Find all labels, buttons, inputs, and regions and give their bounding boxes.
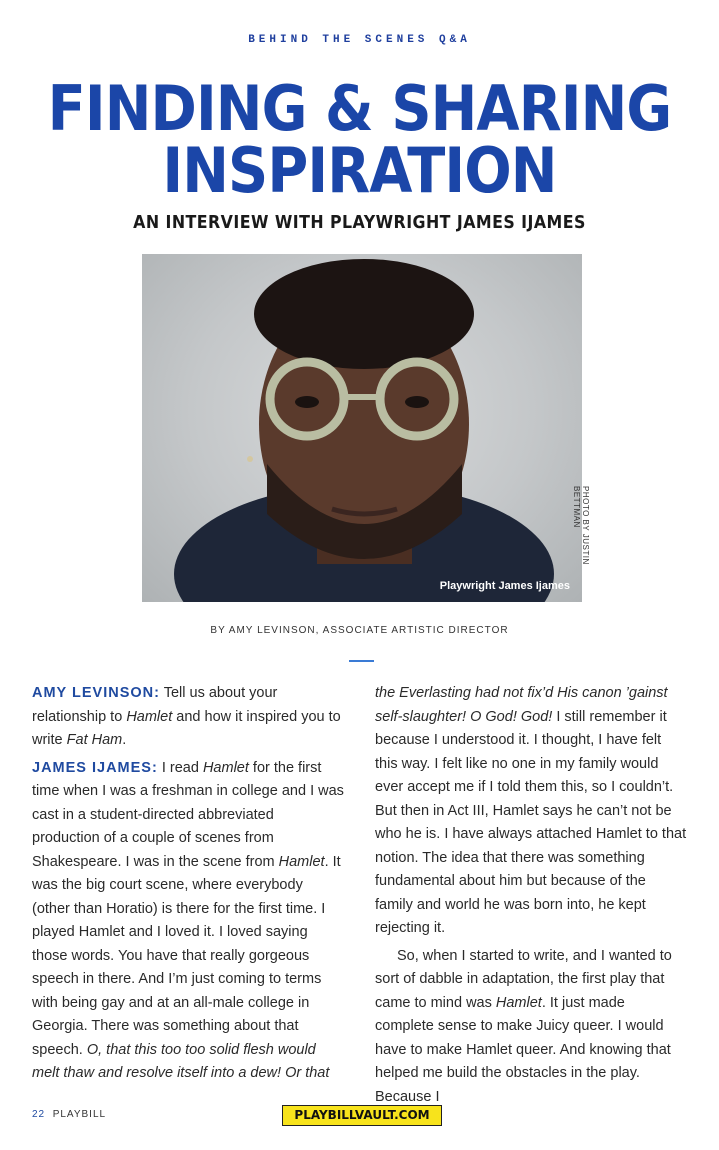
page-number: 22: [32, 1109, 46, 1120]
answer-text: I still remember it because I understood it. I thought, I have felt this way. I felt like no one in my family would ever accept me if I told them this, so I couldn’t. But then in Act III, Hamlet says he can’t not be who he is. I have always attached Hamlet to that notion. The idea that there was something fundamental about him but because of the family and world he was born into, he kept rejecting it.: [375, 708, 687, 936]
page-folio: [32, 1109, 106, 1120]
headline: [36, 72, 683, 207]
subheadline: AN INTERVIEW WITH PLAYWRIGHT JAMES IJAMES: [133, 212, 586, 233]
title-hamlet: Hamlet: [202, 759, 249, 776]
question-text: Tell us about your relationship to: [32, 685, 278, 725]
question-text: .: [122, 732, 127, 748]
answer-text: So, when I started to write, and I wanted to sort of dabble in adaptation, the first play that came to mind was: [375, 947, 672, 1011]
answer-paragraph-2: [375, 945, 687, 1110]
question-text: and how it inspired you to write: [32, 708, 341, 748]
title-fat-ham: Fat Ham: [66, 732, 123, 748]
quote-text: O, that this too too solid flesh would melt thaw and resolve itself into a dew! Or that: [32, 1041, 330, 1081]
title-hamlet: Hamlet: [126, 708, 173, 725]
answer-text: . It just made complete sense to make Juicy queer. I would have to make Hamlet queer. And knowing that helped me build the obstacles in the play. Because I: [375, 994, 671, 1105]
portrait-photo: [142, 254, 582, 602]
playbillvault-link[interactable]: PLAYBILLVAULT.COM: [282, 1105, 442, 1126]
magazine-name: PLAYBILL: [52, 1109, 107, 1120]
title-hamlet: Hamlet: [495, 994, 542, 1011]
answer-paragraph: [32, 757, 344, 1086]
photo-credit: PHOTO BY JUSTIN BETTMAN: [572, 486, 590, 565]
article-column-right: [375, 682, 687, 1113]
article-column-left: [32, 682, 344, 1090]
answer-text: for the first time when I was a freshman in college and I was cast in a student-directed abbreviated production of a couple of scenes from Shakespeare. I was in the scene from: [32, 759, 344, 870]
section-kicker: BEHIND THE SCENES Q&A: [248, 34, 471, 46]
title-hamlet: Hamlet: [278, 853, 325, 870]
photo-caption: Playwright James Ijames: [439, 580, 570, 592]
interviewee-label: JAMES IJAMES:: [32, 759, 158, 776]
quote-text: the Everlasting had not fix’d His canon ’gainst self-slaughter! O God! God!: [375, 685, 668, 725]
byline: BY AMY LEVINSON, ASSOCIATE ARTISTIC DIRECTOR: [210, 625, 509, 636]
question-paragraph: [32, 682, 344, 753]
answer-text: . It was the big court scene, where everybody (other than Horatio) is there for the first time. I played Hamlet and I loved it. I loved saying those words. You have that really gorgeous speech in there. And I’m just coming to terms with being gay and at an all-male college in Georgia. There was something about that speech.: [32, 853, 341, 1058]
answer-continued: [375, 682, 687, 941]
headline-line-1: FINDING & SHARING: [47, 72, 672, 145]
portrait-illustration: [142, 254, 582, 602]
divider: [349, 660, 374, 662]
interviewer-label: AMY LEVINSON:: [32, 685, 160, 701]
answer-text: I read: [157, 759, 203, 776]
headline-line-2: INSPIRATION: [162, 134, 557, 207]
